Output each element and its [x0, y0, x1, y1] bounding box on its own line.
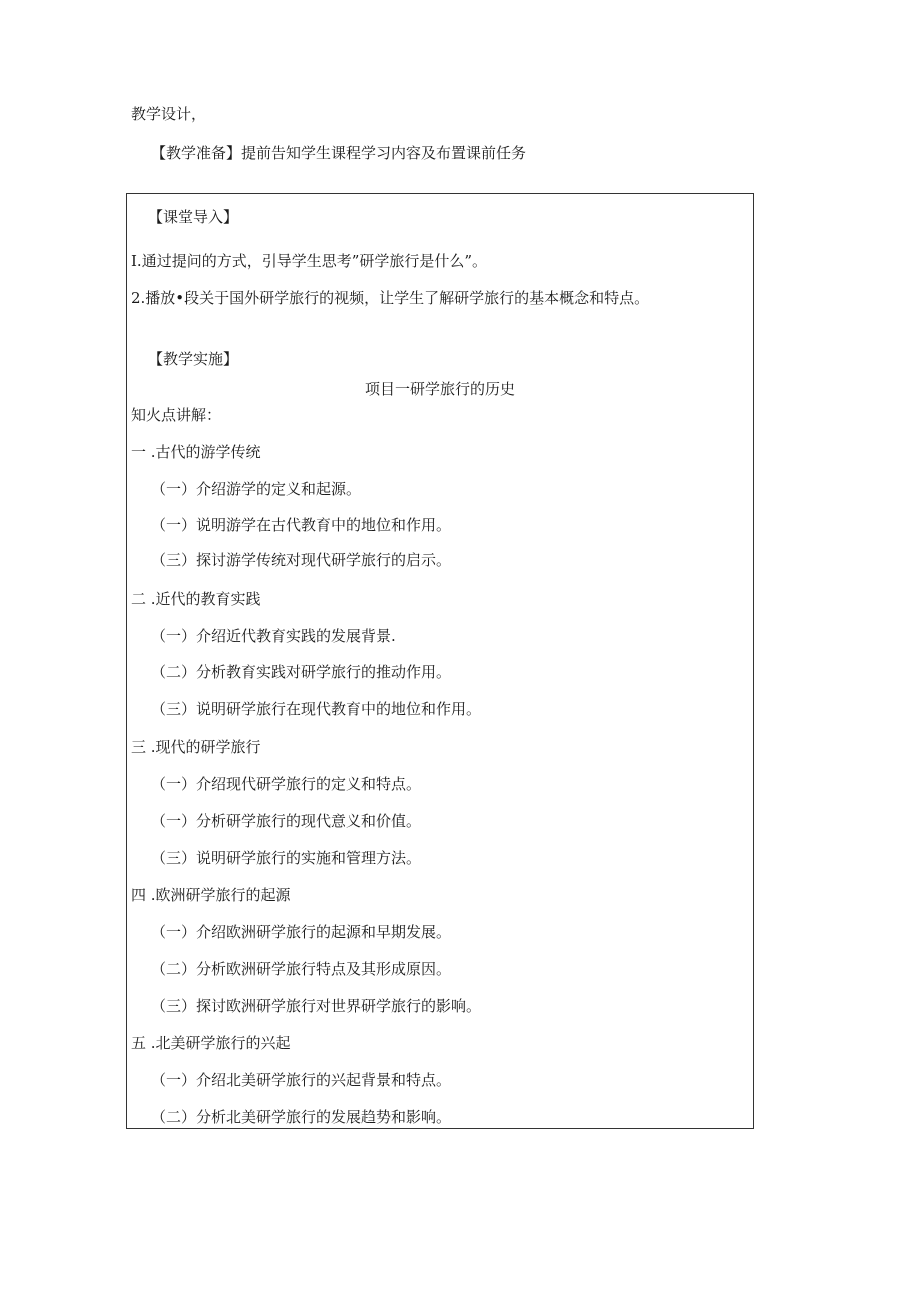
section-item: （二）分析北美研学旅行的发展趋势和影响。 — [151, 1108, 452, 1126]
intro-heading: 【课堂导入】 — [148, 208, 239, 226]
intro-item: 2.播放•段关于国外研学旅行的视频，让学生了解研学旅行的基本概念和特点。 — [131, 289, 650, 307]
section-item: （一）介绍欧洲研学旅行的起源和早期发展。 — [151, 923, 452, 941]
section-item: （一）介绍游学的定义和起源。 — [151, 480, 362, 498]
intro-item: I.通过提问的方式，引导学生思考”研学旅行是什么”。 — [131, 252, 488, 270]
section-title: 四 .欧洲研学旅行的起源 — [131, 886, 291, 904]
section-title: 三 .现代的研学旅行 — [131, 738, 261, 756]
section-item: （一）说明游学在古代教育中的地位和作用。 — [151, 516, 452, 534]
section-item: （三）探讨欧洲研学旅行对世界研学旅行的影响。 — [151, 997, 482, 1015]
implementation-heading: 【教学实施】 — [148, 350, 239, 368]
section-item: （一）介绍北美研学旅行的兴起背景和特点。 — [151, 1071, 452, 1089]
section-title: 二 .近代的教育实践 — [131, 590, 261, 608]
design-label: 教学设计， — [131, 105, 207, 123]
lesson-table — [126, 193, 754, 1129]
section-item: （三）说明研学旅行的实施和管理方法。 — [151, 849, 422, 867]
knowledge-label: 知火点讲解： — [131, 406, 222, 424]
section-item: （一）分析研学旅行的现代意义和价值。 — [151, 812, 422, 830]
project-title: 项目一研学旅行的历史 — [364, 380, 515, 398]
section-title: 五 .北美研学旅行的兴起 — [131, 1034, 291, 1052]
section-item: （二）分析教育实践对研学旅行的推动作用。 — [151, 663, 452, 681]
section-item: （三）说明研学旅行在现代教育中的地位和作用。 — [151, 700, 482, 718]
section-title: 一 .古代的游学传统 — [131, 443, 261, 461]
section-item: （一）介绍现代研学旅行的定义和特点。 — [151, 775, 422, 793]
teaching-prep: 【教学准备】提前告知学生课程学习内容及布置课前任务 — [151, 144, 527, 162]
section-item: （一）介绍近代教育实践的发展背景. — [151, 627, 396, 645]
section-item: （二）分析欧洲研学旅行特点及其形成原因。 — [151, 960, 452, 978]
section-item: （三）探讨游学传统对现代研学旅行的启示。 — [151, 551, 452, 569]
